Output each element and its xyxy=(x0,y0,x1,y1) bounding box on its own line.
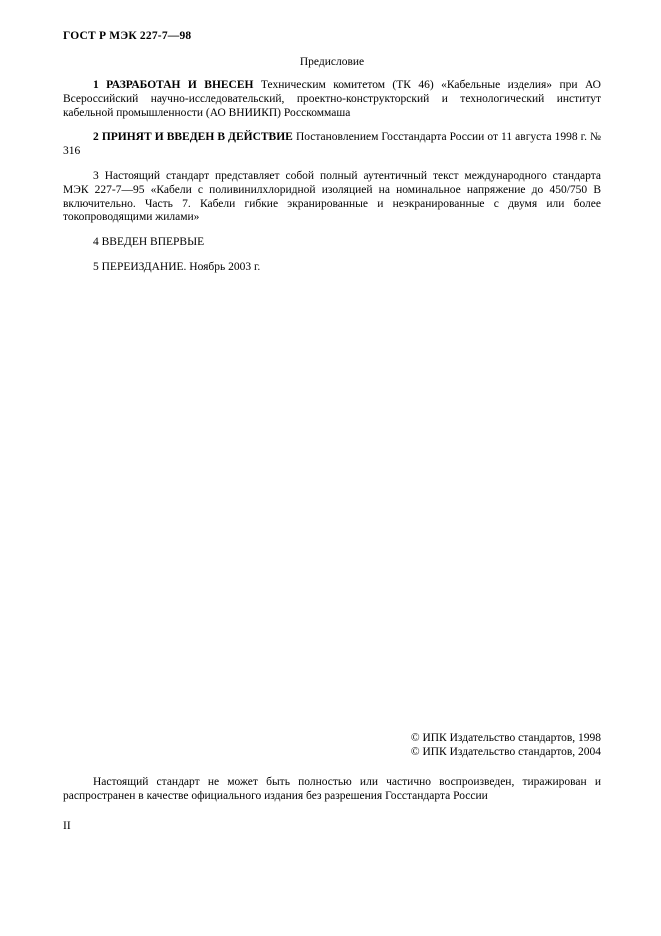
preface-item-4-text: ВВЕДЕН ВПЕРВЫЕ xyxy=(101,236,205,249)
preface-item-3-text: Настоящий стандарт представляет собой полный аутентичный текст международного стандарта МЭК 227-7—95 «Кабели с поливинилхлоридной изоляцией на номинальное напряжение до 450/750 В включительно. Часть 7. Кабели гибкие экранированные и неэкранированные с двумя или более токопроводящими жилами» xyxy=(63,169,601,224)
preface-item-5 xyxy=(63,261,601,275)
doc-code: ГОСТ Р МЭК 227-7—98 xyxy=(63,30,192,42)
page-number: II xyxy=(63,820,71,832)
copyright-line-1998: © ИПК Издательство стандартов, 1998 xyxy=(410,732,601,745)
preface-title: Предисловие xyxy=(299,56,365,68)
legal-notice: Настоящий стандарт не может быть полностью или частично воспроизведен, тиражирован и распространен в качестве официального издания без разрешения Госстандарта России xyxy=(63,776,601,803)
preface-item-2-text: Постановлением Госстандарта России от 11 августа 1998 г. № 316 xyxy=(63,131,602,158)
preface-item-5-text: ПЕРЕИЗДАНИЕ. Ноябрь 2003 г. xyxy=(101,260,261,273)
preface-item-1 xyxy=(63,79,601,120)
copyright-block xyxy=(63,731,601,759)
preface-item-4-lead: 4 xyxy=(93,236,99,249)
preface-item-4 xyxy=(63,236,601,250)
preface-item-2 xyxy=(63,131,601,159)
preface-item-2-lead: 2 ПРИНЯТ И ВВЕДЕН В ДЕЙСТВИЕ xyxy=(93,131,293,144)
copyright-line-2004: © ИПК Издательство стандартов, 2004 xyxy=(410,746,601,759)
preface-item-1-text: Техническим комитетом (ТК 46) «Кабельные изделия» при АО Всероссийский научно-исследовательский, проектно-конструкторский и технологический институт кабельной промышленности (АО ВНИИКП) Росскоммаша xyxy=(63,79,601,119)
preface-item-1-lead: 1 РАЗРАБОТАН И ВНЕСЕН xyxy=(93,79,254,91)
preface-item-3 xyxy=(63,170,601,225)
preface-item-5-lead: 5 xyxy=(93,260,99,273)
preface-item-3-lead: 3 xyxy=(93,169,99,182)
vertical-spacer xyxy=(63,275,601,732)
